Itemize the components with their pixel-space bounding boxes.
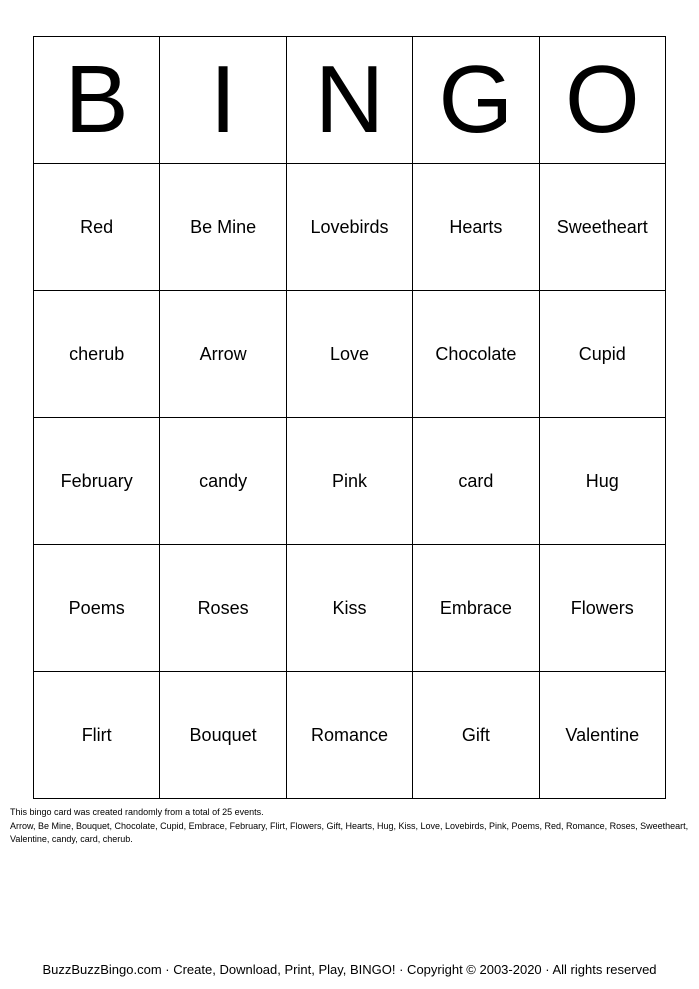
bingo-cell: Valentine [539, 672, 665, 799]
bingo-cell: Cupid [539, 291, 665, 418]
bingo-row [34, 164, 666, 291]
bingo-cell: Kiss [286, 545, 412, 672]
bingo-cell: Arrow [160, 291, 286, 418]
header-letter: N [286, 37, 412, 164]
bingo-cell: Be Mine [160, 164, 286, 291]
bingo-cell: Love [286, 291, 412, 418]
bingo-cell: Chocolate [413, 291, 539, 418]
header-letter: I [160, 37, 286, 164]
header-letter: B [34, 37, 160, 164]
bingo-cell: February [34, 418, 160, 545]
bingo-cell: Sweetheart [539, 164, 665, 291]
bingo-cell: Hearts [413, 164, 539, 291]
bingo-cell: Poems [34, 545, 160, 672]
info-summary: This bingo card was created randomly from a total of 25 events. [10, 807, 264, 817]
bingo-row [34, 418, 666, 545]
bingo-row [34, 291, 666, 418]
bingo-row [34, 672, 666, 799]
bingo-cell: candy [160, 418, 286, 545]
card-info [10, 806, 690, 847]
header-letter: G [413, 37, 539, 164]
bingo-row [34, 545, 666, 672]
bingo-cell: Flirt [34, 672, 160, 799]
bingo-header-row [34, 37, 666, 164]
bingo-cell: Pink [286, 418, 412, 545]
bingo-cell: Red [34, 164, 160, 291]
bingo-cell: Bouquet [160, 672, 286, 799]
bingo-cell: Romance [286, 672, 412, 799]
header-letter: O [539, 37, 665, 164]
bingo-cell: Gift [413, 672, 539, 799]
footer-copyright: BuzzBuzzBingo.com · Create, Download, Print, Play, BINGO! · Copyright © 2003-2020 · All rights reserved [42, 962, 657, 977]
info-event-list: Arrow, Be Mine, Bouquet, Chocolate, Cupid, Embrace, February, Flirt, Flowers, Gift, Hearts, Hug, Kiss, Love, Lovebirds, Pink, Poems, Red, Romance, Roses, Sweetheart, Valentine, candy, card, cherub. [10, 820, 689, 844]
bingo-cell: card [413, 418, 539, 545]
bingo-cell: Embrace [413, 545, 539, 672]
bingo-cell: Roses [160, 545, 286, 672]
bingo-cell: cherub [34, 291, 160, 418]
bingo-cell: Hug [539, 418, 665, 545]
bingo-cell: Lovebirds [286, 164, 412, 291]
bingo-card [33, 36, 666, 799]
bingo-cell: Flowers [539, 545, 665, 672]
